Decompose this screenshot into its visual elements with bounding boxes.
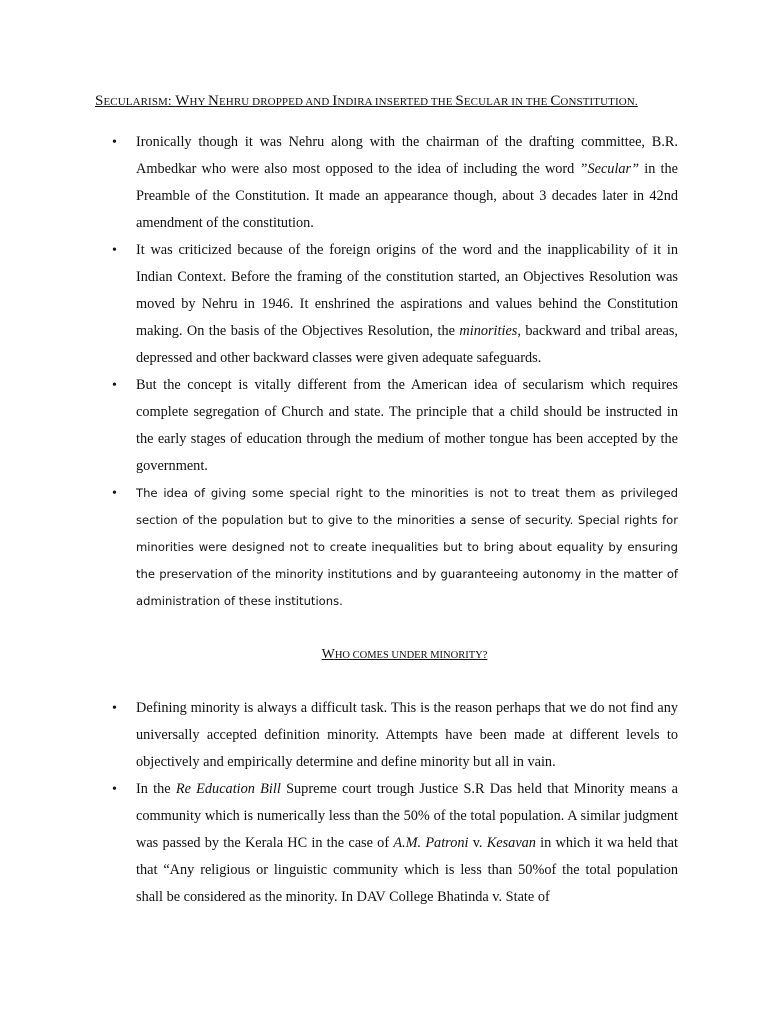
paragraph-text: Ironically though it was Nehru along with the chairman of the drafting committee, B.R. Ambedkar who were also most opposed to the idea of including the word xyxy=(136,134,678,177)
bullet-icon: • xyxy=(112,782,117,797)
heading-initial: N xyxy=(208,93,219,109)
heading-initial: W xyxy=(321,647,335,662)
heading-initial: S xyxy=(455,93,464,109)
secularism-bullet-list xyxy=(0,129,768,615)
bullet-icon: • xyxy=(112,243,117,258)
paragraph-text: v. xyxy=(468,835,487,851)
case-name-text: A.M. Patroni xyxy=(393,835,469,851)
section-heading-secularism xyxy=(95,93,695,110)
paragraph-text: Supreme court trough Justice S.R Das held that Minority means a community which is numerically less than the 50% of the total population. A similar judgment was passed by the Kerala HC in the case of xyxy=(136,781,678,851)
paragraph-text: Defining minority is always a difficult task. This is the reason perhaps that we do not find any universally accepted definition minority. Attempts have been made at different levels to objectively and empirically determine and define minority but all in vain. xyxy=(136,700,678,770)
list-item xyxy=(0,237,678,372)
heading-smallcaps: HY xyxy=(189,96,209,108)
heading-colon: : xyxy=(167,93,176,108)
bullet-icon: • xyxy=(112,135,117,150)
bullet-icon: • xyxy=(112,486,117,501)
paragraph-text: , backward and tribal areas, depressed and other backward classes were given adequate safeguards. xyxy=(136,323,678,366)
heading-initial: W xyxy=(175,93,190,109)
paragraph-text: in which it wa held that that “Any religious or linguistic community which is less than 50%of the total population shall be considered as the minority. In DAV College Bhatinda v. State of xyxy=(136,835,678,905)
bullet-icon: • xyxy=(112,378,117,393)
list-item xyxy=(0,695,678,776)
bullet-icon: • xyxy=(112,701,117,716)
emphasis-text: ”Secular” xyxy=(579,161,640,177)
paragraph-text: in the Preamble of the Constitution. It made an appearance though, about 3 decades later in 42nd amendment of the constitution. xyxy=(136,161,678,231)
heading-initial: S xyxy=(95,93,104,109)
list-item xyxy=(0,129,678,237)
heading-initial: I xyxy=(332,93,338,109)
list-item xyxy=(0,480,678,615)
case-name-text: Re Education Bill xyxy=(175,781,281,797)
heading-smallcaps: NDIRA INSERTED THE xyxy=(337,96,456,108)
paragraph-text: But the concept is vitally different from the American idea of secularism which requires complete segregation of Church and state. The principle that a child should be instructed in the early stages of education through the medium of mother tongue has been accepted by the government. xyxy=(136,377,678,474)
paragraph-text: In the xyxy=(136,781,176,797)
list-item xyxy=(0,372,678,480)
heading-smallcaps: ECULARISM xyxy=(103,96,168,108)
heading-smallcaps: ONSTITUTION. xyxy=(560,96,638,108)
heading-smallcaps: EHRU DROPPED AND xyxy=(218,96,333,108)
paragraph-text: It was criticized because of the foreign origins of the word and the inapplicability of it in Indian Context. Before the framing of the constitution started, an Objectives Resolution was moved by Nehru in 1946. It enshrined the aspirations and values behind the Constitution making. On the basis of the Objectives Resolution, the xyxy=(136,242,678,339)
heading-smallcaps: ECULAR IN THE xyxy=(463,96,551,108)
case-name-text: Kesavan xyxy=(486,835,536,851)
heading-smallcaps: HO COMES UNDER MINORITY? xyxy=(334,650,488,661)
list-item xyxy=(0,776,678,911)
section-heading-minority xyxy=(0,647,768,663)
paragraph-text: The idea of giving some special right to the minorities is not to treat them as privileged section of the population but to give to the minorities a sense of security. Special rights for minorities were designed not to create inequalities but to bring about equality by ensuring the preservation of the minority institutions and by guaranteeing autonomy in the matter of administration of these institutions. xyxy=(136,486,678,608)
minority-bullet-list xyxy=(0,695,768,911)
heading-initial: C xyxy=(550,93,561,109)
emphasis-text: minorities xyxy=(459,323,518,339)
